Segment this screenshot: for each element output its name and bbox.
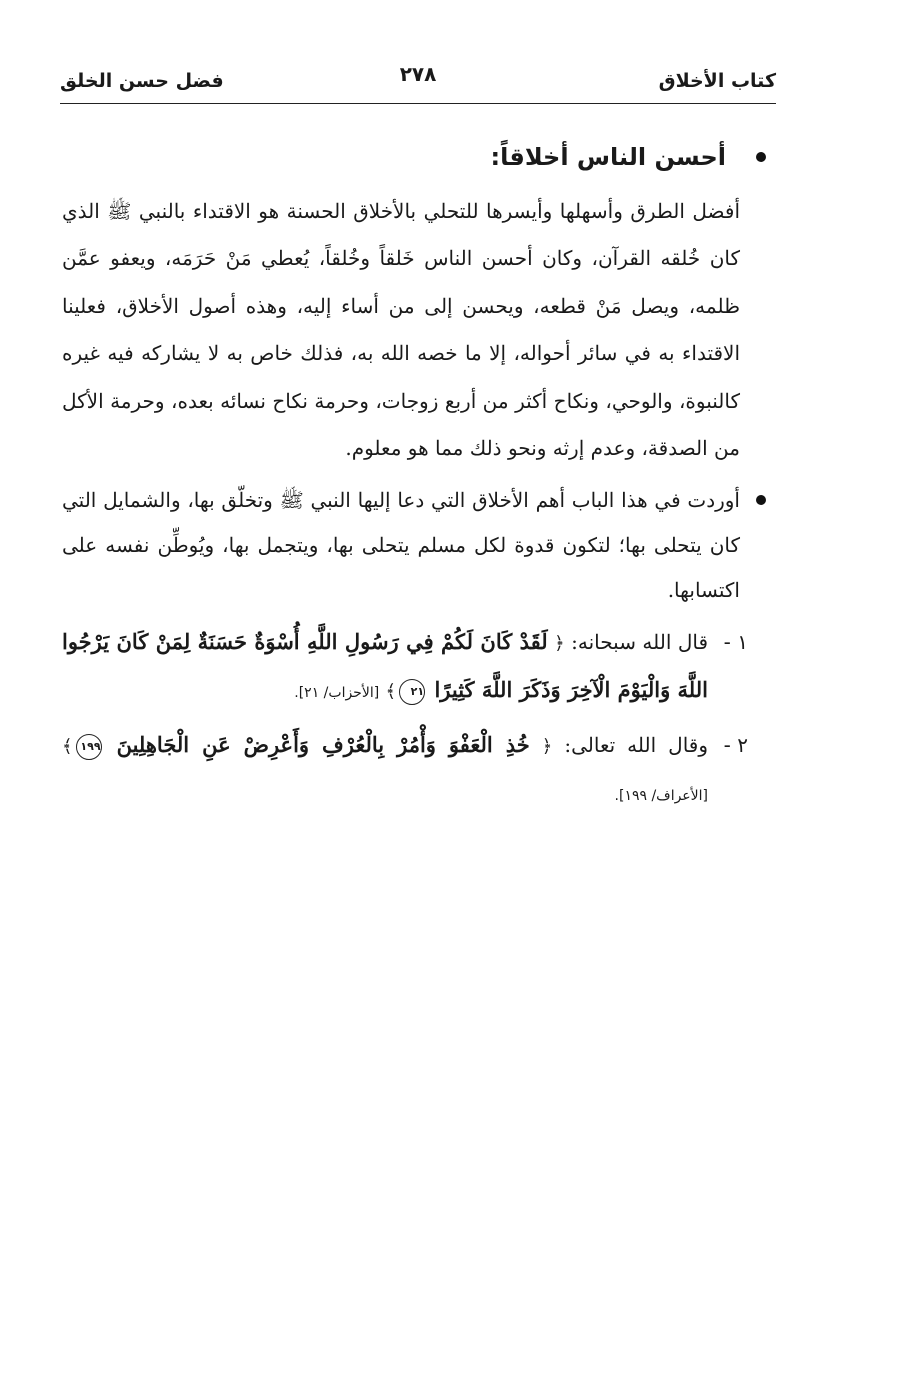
item-text	[62, 619, 708, 716]
chapter-title: فضل حسن الخلق	[60, 70, 224, 92]
section-title: أحسن الناس أخلاقاً:	[490, 143, 726, 171]
verse-reference: [الأحزاب/ ٢١].	[294, 685, 380, 702]
ayah-number-icon: ٢١	[399, 679, 425, 705]
bullet-paragraph-text: أوردت في هذا الباب أهم الأخلاق التي دعا إليها النبي ﷺ وتخلّق بها، والشمايل التي كان يتحلى بها؛ لتكون قدوة لكل مسلم يتحلى بها، ويتجمل بها، ويُوطِّن نفسه على اكتسابها.	[62, 488, 740, 603]
item-number: ٢ -	[723, 733, 748, 758]
running-header	[60, 62, 776, 102]
quran-verse: لَقَدْ كَانَ لَكُمْ فِي رَسُولِ اللَّهِ أُسْوَةٌ حَسَنَةٌ لِمَنْ كَانَ يَرْجُوا اللَّهَ وَالْيَوْمَ الْآخِرَ وَذَكَرَ اللَّهَ كَثِيرًا	[62, 629, 708, 703]
page-number: ٢٧٨	[399, 62, 437, 86]
numbered-item	[62, 619, 748, 716]
item-text	[62, 722, 708, 819]
quran-verse: خُذِ الْعَفْوَ وَأْمُرْ بِالْعُرْفِ وَأَعْرِضْ عَنِ الْجَاهِلِينَ	[116, 732, 530, 758]
verse-close-bracket: ﴾	[385, 681, 397, 703]
bullet-icon	[756, 495, 766, 505]
main-content	[62, 134, 748, 819]
item-intro: قال الله سبحانه:	[571, 630, 709, 655]
book-title: كتاب الأخلاق	[658, 70, 776, 92]
item-intro: وقال الله تعالى:	[564, 733, 709, 758]
bullet-paragraph	[62, 478, 740, 613]
section-heading	[62, 134, 740, 180]
verse-close-bracket: ﴾	[62, 736, 73, 758]
header-divider	[60, 103, 776, 104]
verse-open-bracket: ﴿	[554, 633, 565, 655]
item-number: ١ -	[723, 630, 748, 655]
numbered-item	[62, 722, 748, 819]
verse-open-bracket: ﴿	[541, 736, 553, 758]
bullet-icon	[756, 152, 766, 162]
ayah-number-icon: ١٩٩	[76, 734, 102, 760]
section-paragraph: أفضل الطرق وأسهلها وأيسرها للتحلي بالأخلاق الحسنة هو الاقتداء بالنبي ﷺ الذي كان خُلقه القرآن، وكان أحسن الناس خَلقاً وخُلقاً، يُعطي مَنْ حَرَمَه، ويعفو عمَّن ظلمه، ويصل مَنْ قطعه، ويحسن إلى من أساء إليه، وهذه أصول الأخلاق، فعلينا الاقتداء به في سائر أحواله، إلا ما خصه الله به، فذلك خاص به لا يشاركه فيه غيره كالنبوة، والوحي، ونكاح أكثر من أربع زوجات، وحرمة نكاح نسائه بعده، وحرمة الأكل من الصدقة، وعدم إرثه ونحو ذلك مما هو معلوم.	[62, 199, 740, 461]
verse-reference: [الأعراف/ ١٩٩].	[614, 788, 708, 805]
